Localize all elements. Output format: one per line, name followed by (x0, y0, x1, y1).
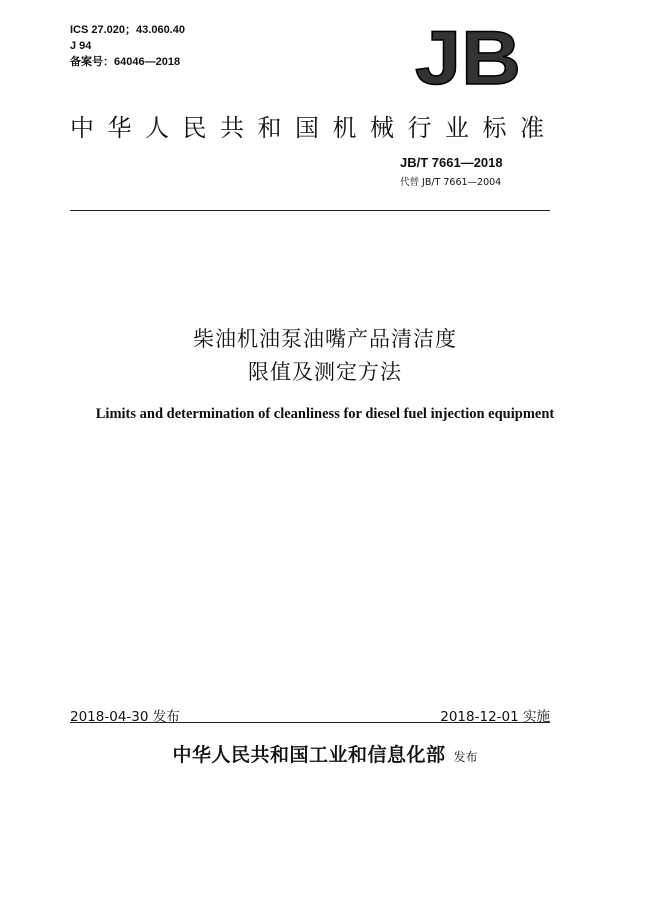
jb-logo-text: JB (415, 24, 521, 96)
title-en: Limits and determination of cleanliness for diesel fuel injection equipment (95, 406, 555, 422)
effective-date: 2018-12-01 实施 (440, 709, 550, 725)
standard-category-title: 中华人民共和国机械行业标准 (70, 114, 558, 142)
title-zh-line2: 限值及测定方法 (248, 360, 402, 384)
publisher-action: 发布 (453, 750, 478, 764)
standard-number: JB/T 7661—2018 (400, 155, 503, 170)
issue-date: 2018-04-30 发布 (70, 709, 180, 725)
replaces-standard: 代替 JB/T 7661—2004 (400, 177, 502, 188)
bottom-divider (70, 722, 550, 723)
publisher-org: 中华人民共和国工业和信息化部 (172, 744, 446, 766)
jb-logo (415, 24, 525, 96)
ccs-code: J 94 (70, 40, 92, 52)
title-zh-line1: 柴油机油泵油嘴产品清洁度 (193, 327, 457, 351)
filing-number: 备案号：64046—2018 (70, 56, 181, 68)
top-divider (70, 210, 550, 211)
ics-code: ICS 27.020；43.060.40 (70, 24, 185, 36)
publisher-line (0, 740, 650, 767)
